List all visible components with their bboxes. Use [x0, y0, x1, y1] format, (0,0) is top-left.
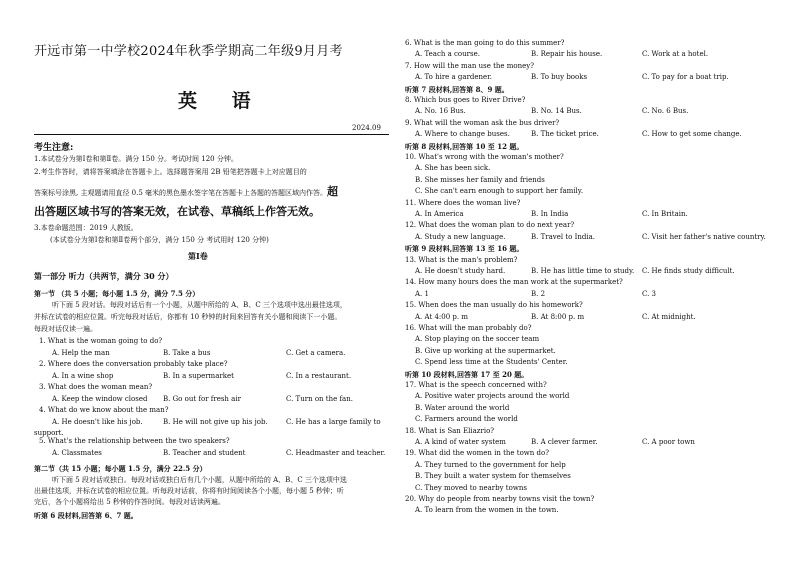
answer-option: B. He will not give up his job.: [163, 418, 268, 426]
answer-option: C. In a restaurant.: [286, 372, 352, 380]
answer-option: B. They built a water system for themselves: [415, 472, 571, 481]
answer-option: B. No. 14 Bus.: [531, 107, 582, 116]
notice-line: 3.本卷命题范围：2019 人教版。: [34, 224, 138, 232]
answer-option: C. He finds study difficult.: [642, 267, 735, 275]
volume-label: 第Ⅰ卷: [188, 251, 208, 261]
notice-line: 1.本试卷分为第Ⅰ卷和第Ⅱ卷。满分 150 分。考试时间 120 分钟。: [34, 155, 238, 163]
question-text: 6. What is the man going to do this summer?: [405, 39, 565, 47]
question-text: 1. What is the woman going to do?: [39, 337, 163, 345]
exam-title: 开远市第一中学校2024年秋季学期高二年级9月月考: [34, 44, 343, 59]
question-text: 16. What will the man probably do?: [405, 324, 532, 332]
question-text: 2. Where does the conversation probably take place?: [39, 360, 228, 368]
answer-option: A. To learn from the women in the town.: [415, 506, 559, 515]
answer-option: A. He doesn't like his job.: [52, 418, 143, 426]
answer-option: C. Headmaster and teacher.: [286, 449, 386, 457]
question-text: 17. What is the speech concerned with?: [405, 381, 547, 389]
notice-line: 2.考生作答时，请将答案填涂在答题卡上。选择题答案用 2B 铅笔把答题卡上对应题目的: [34, 168, 307, 176]
answer-option: A. Help the man: [52, 349, 110, 357]
answer-option: C. He has a large family to: [286, 418, 381, 426]
notice-emphasis: 超: [327, 185, 339, 198]
question-text: 9. What will the woman ask the bus driver?: [405, 118, 560, 127]
answer-option: A. Stop playing on the soccer team: [415, 335, 540, 344]
answer-option: B. At 8:00 p. m: [531, 312, 585, 321]
answer-option: A. They turned to the government for help: [415, 460, 566, 469]
answer-option: A. 1: [415, 289, 429, 298]
question-text: 5. What's the relationship between the two speakers?: [39, 437, 230, 445]
material-heading: 听第 9 段材料,回答第 13 至 16 题。: [405, 244, 524, 254]
subject-title: 英 语: [178, 90, 265, 112]
answer-option: B. The ticket price.: [531, 130, 599, 139]
answer-option: A. Study a new language.: [415, 232, 506, 241]
question-text: 11. Where does the woman live?: [405, 198, 521, 207]
answer-option: C. They moved to nearby towns: [415, 483, 527, 492]
answer-option: A. Teach a course.: [415, 50, 480, 59]
notice-line-text: 答案标号涂黑, 主观题请用直径 0.5 毫米的黑色墨水签字笔在答题卡上各题的答题区域内作答。: [34, 189, 328, 197]
answer-option: A. In a wine shop: [52, 372, 114, 380]
answer-option: C. Farmers around the world: [415, 415, 518, 424]
answer-option: C. How to get some change.: [642, 130, 742, 139]
question-text: 7. How will the man use the money?: [405, 61, 534, 70]
instruction-line: 完后，各个小题将给出 5 秒钟的作答时间。每段对话读两遍。: [34, 498, 225, 506]
instruction-line: 听下面 5 段对话。每段对话后有一个小题，从题中所给的 A、B、C 三个选项中选出最佳选项，: [52, 301, 347, 309]
answer-option: A. Positive water projects around the world: [415, 392, 570, 401]
section-heading: 第二节（共 15 小题；每小题 1.5 分，满分 22.5 分）: [34, 464, 207, 473]
answer-option: B. In India: [531, 210, 569, 218]
answer-option: C. Spend less time at the Students' Center.: [415, 358, 568, 367]
answer-option: B. Give up working at the supermarket.: [415, 346, 556, 355]
question-text: 4. What do we know about the man?: [39, 406, 169, 414]
part-heading: 第一部分 听力（共两节，满分 30 分）: [34, 271, 174, 281]
answer-option: C. Work at a hotel.: [642, 50, 709, 59]
material-heading: 听第 7 段材料,回答第 8、9 题。: [405, 84, 509, 94]
section-heading: 第一节 （共 5 小题；每小题 1.5 分，满分 7.5 分）: [34, 289, 200, 298]
answer-option: B. To buy books: [531, 73, 588, 82]
instruction-line: 并标在试卷的相应位置。听完每段对话后，你都有 10 秒钟的时间来回答有关小题和阅读下一小题。: [34, 313, 342, 321]
answer-option: C. A poor town: [642, 438, 695, 446]
question-text: 18. What is San Eliazrio?: [405, 426, 495, 435]
answer-option: A. At 4:00 p. m: [415, 312, 468, 321]
answer-option: A. He doesn't study hard.: [415, 267, 506, 275]
answer-option: A. Classmates: [52, 449, 102, 457]
answer-option: C. She can't earn enough to support her family.: [415, 187, 584, 196]
answer-option: B. Repair his house.: [531, 50, 603, 59]
answer-option: A. No. 16 Bus.: [415, 107, 466, 116]
answer-option: B. Teacher and student: [163, 449, 246, 457]
answer-option: C. Turn on the fan.: [286, 395, 353, 403]
question-text: 20. Why do people from nearby towns visit the town?: [405, 495, 595, 503]
question-text: 19. What did the women in the town do?: [405, 449, 549, 458]
answer-option: A. To hire a gardener.: [415, 73, 493, 82]
answer-option: B. Take a bus: [163, 349, 211, 357]
material-heading: 听第 8 段材料,回答第 10 至 12 题。: [405, 141, 524, 151]
question-text: 15. When does the man usually do his homework?: [405, 301, 583, 310]
answer-option: A. Keep the window closed: [52, 395, 148, 403]
answer-option: B. Go out for fresh air: [163, 395, 241, 403]
answer-option: B. Travel to India.: [531, 232, 595, 241]
answer-option: C. No. 6 Bus.: [642, 107, 689, 116]
header-divider: [34, 134, 389, 135]
answer-option: B. 2: [531, 289, 546, 298]
notice-heading: 考生注意:: [34, 143, 74, 153]
question-text: 10. What's wrong with the woman's mother?: [405, 153, 564, 161]
answer-option: B. She misses her family and friends: [415, 175, 545, 184]
instruction-line: 听下面 5 段对话或独白。每段对话或独白后有几个小题，从题中所给的 A、B、C 三个选项中选: [52, 476, 347, 484]
answer-option: C. At midnight.: [642, 312, 696, 321]
question-text: 14. How many hours does the man work at the supermarket?: [405, 278, 623, 287]
exam-date: 2024.09: [352, 124, 381, 132]
instruction-line: 出最佳选项，并标在试卷的相应位置。听每段对话前，你将有时间阅读各个小题，每小题 5 秒钟；听: [34, 487, 344, 495]
material-heading: 听第 6 段材料,回答第 6、7 题。: [34, 511, 138, 520]
material-heading: 听第 10 段材料,回答第 17 至 20 题。: [405, 369, 529, 379]
notice-line: (本试卷分为第Ⅰ卷和第Ⅱ卷两个部分，满分 150 分 考试用时 120 分钟): [50, 236, 269, 244]
answer-option: C. In Britain.: [642, 210, 688, 218]
question-text: 8. Which bus goes to River Drive?: [405, 96, 526, 104]
question-continuation: support.: [34, 429, 64, 437]
question-text: 3. What does the woman mean?: [39, 383, 153, 391]
answer-option: A. She has been sick.: [415, 164, 491, 173]
answer-option: B. He has little time to study.: [531, 267, 635, 275]
question-text: 13. What is the man's problem?: [405, 255, 518, 264]
answer-option: B. In a supermarket: [163, 372, 234, 380]
answer-option: C. To pay for a boat trip.: [642, 73, 729, 82]
answer-option: B. Water around the world: [415, 403, 510, 412]
question-text: 12. What does the woman plan to do next year?: [405, 221, 575, 230]
answer-option: C. Get a camera.: [286, 349, 346, 357]
answer-option: C. Visit her father's native country.: [642, 232, 766, 241]
notice-line: [34, 187, 338, 198]
answer-option: C. 3: [642, 289, 657, 298]
answer-option: B. A clever farmer.: [531, 438, 598, 446]
answer-option: A. In America: [415, 210, 464, 218]
notice-emphasis: 出答题区域书写的答案无效，在试卷、草稿纸上作答无效。: [34, 205, 320, 218]
instruction-line: 每段对话仅读一遍。: [34, 325, 97, 333]
answer-option: A. A kind of water system: [415, 438, 506, 446]
answer-option: A. Where to change buses.: [415, 130, 510, 139]
